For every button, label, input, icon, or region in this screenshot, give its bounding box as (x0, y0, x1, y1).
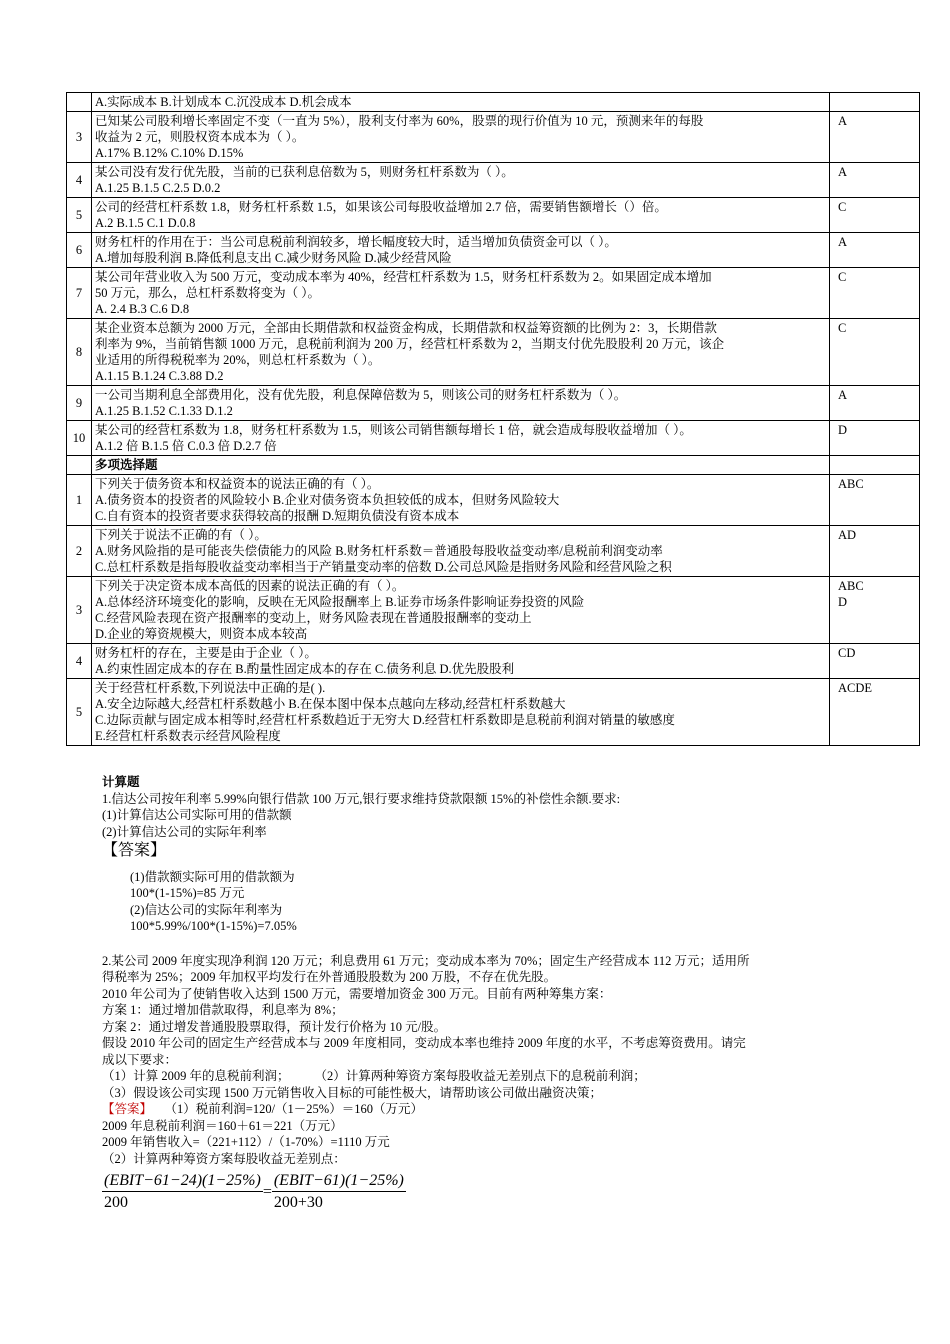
section-title: 多项选择题 (95, 458, 158, 472)
question-line: A.1.25 B.1.5 C.2.5 D.0.2 (95, 181, 221, 195)
question-line: A.增加每股利润 B.降低利息支出 C.减少财务风险 D.减少经营风险 (95, 251, 452, 265)
question-number: 3 (67, 112, 92, 163)
answer-cell: AD (830, 526, 920, 577)
table-row (67, 268, 920, 319)
question-line: 业适用的所得税税率为 20%，则总杠杆系数为（ ）。 (95, 353, 381, 367)
question-text (92, 112, 830, 163)
question-text (92, 475, 830, 526)
question-line: A. 2.4 B.3 C.6 D.8 (95, 302, 190, 316)
question-line: 50 万元，那么，总杠杆系数将变为（ ）。 (95, 286, 321, 300)
question-line: 公司的经营杠杆系数 1.8，财务杠杆系数 1.5，如果该公司每股收益增加 2.7 倍，需要销售额增长（）倍。 (95, 200, 667, 214)
question-number: 4 (67, 644, 92, 679)
question-line: E.经营杠杆系数表示经营风险程度 (95, 729, 281, 743)
question-2-line: 方案 2：通过增发普通股股票取得，预计发行价格为 10 元/股。 (102, 1019, 447, 1034)
question-number: 8 (67, 319, 92, 386)
question-text (92, 456, 830, 475)
formula-left-fraction (102, 1171, 263, 1214)
question-line: A.财务风险指的是可能丧失偿债能力的风险 B.财务杠杆系数＝普通股每股收益变动率/息税前利润变动率 (95, 544, 663, 558)
calculation-section (102, 774, 862, 1214)
question-text (92, 577, 830, 644)
question-2-line: 2010 年公司为了使销售收入达到 1500 万元，需要增加资金 300 万元。目前有两种筹集方案： (102, 986, 612, 1001)
question-line: 某公司没有发行优先股，当前的已获利息倍数为 5，则财务杠杆系数为（ ）。 (95, 165, 514, 179)
question-text (92, 421, 830, 456)
question-line: 一公司当期利息全部费用化，没有优先股，利息保障倍数为 5，则该公司的财务杠杆系数为（ ）。 (95, 388, 627, 402)
table-row (67, 421, 920, 456)
question-2-line: 2.某公司 2009 年度实现净利润 120 万元；利息费用 61 万元；变动成本率为 70%；固定生产经营成本 112 万元；适用所 (102, 953, 750, 968)
answer-cell: CD (830, 644, 920, 679)
question-2-line: 假设 2010 年公司的固定生产经营成本与 2009 年度相同，变动成本率也维持 2009 年度的水平，不考虑筹资费用。请完 (102, 1036, 746, 1050)
answer-cell (830, 93, 920, 112)
table-row (67, 198, 920, 233)
table-row (67, 319, 920, 386)
answer-1-line: 100*5.99%/100*(1-15%)=7.05% (130, 919, 297, 933)
question-line: A.实际成本 B.计划成本 C.沉没成本 D.机会成本 (95, 95, 352, 109)
question-text (92, 644, 830, 679)
question-line: 关于经营杠杆系数,下列说法中正确的是( ). (95, 681, 326, 695)
table-row (67, 526, 920, 577)
question-text (92, 526, 830, 577)
answer-cell: A (830, 112, 920, 163)
table-row (67, 644, 920, 679)
formula-right-fraction (272, 1171, 406, 1214)
question-text (92, 386, 830, 421)
question-1-line: (1)计算信达公司实际可用的借款额 (102, 808, 292, 822)
table-row (67, 93, 920, 112)
question-line: D.企业的筹资规模大，则资本成本较高 (95, 627, 308, 641)
question-text (92, 163, 830, 198)
table-row (67, 112, 920, 163)
question-line: A.2 B.1.5 C.1 D.0.8 (95, 216, 196, 230)
formula-equals: = (262, 1183, 272, 1201)
question-table-body (67, 93, 920, 746)
question-number: 10 (67, 421, 92, 456)
question-number: 9 (67, 386, 92, 421)
question-number: 5 (67, 679, 92, 746)
answer-cell: C (830, 268, 920, 319)
question-line: C.边际贡献与固定成本相等时,经营杠杆系数趋近于无穷大 D.经营杠杆系数即是息税前利润对销量的敏感度 (95, 713, 675, 727)
question-line: A.安全边际越大,经营杠杆系数越小 B.在保本图中保本点越向左移动,经营杠杆系数越大 (95, 697, 566, 711)
question-line: C.经营风险表现在资产报酬率的变动上，财务风险表现在普通股报酬率的变动上 (95, 611, 532, 625)
formula-right-denominator: 200+30 (273, 1194, 323, 1211)
question-number: 6 (67, 233, 92, 268)
answer-1-line: (2)信达公司的实际年利率为 (130, 902, 283, 917)
formula-left-numerator: (EBIT−61−24)(1−25%) (102, 1171, 263, 1192)
question-2-line: 成以下要求： (102, 1052, 178, 1067)
question-line: 财务杠杆的作用在于：当公司息税前利润较多，增长幅度较大时，适当增加负债资金可以（ ）。 (95, 235, 617, 249)
answer-1-text (102, 869, 862, 935)
question-line: A.1.2 倍 B.1.5 倍 C.0.3 倍 D.2.7 倍 (95, 439, 277, 453)
answer-2-first-line: 【答案】 （1）税前利润=120/（1－25%）＝160（万元） (102, 1102, 423, 1116)
question-table (66, 92, 920, 746)
question-line: A.1.25 B.1.52 C.1.33 D.1.2 (95, 404, 233, 418)
question-line: 收益为 2 元，则股权资本成本为（ ）。 (95, 130, 305, 144)
question-2-text (102, 953, 862, 1102)
formula-left-denominator: 200 (104, 1194, 128, 1211)
question-number: 5 (67, 198, 92, 233)
question-text (92, 319, 830, 386)
question-text (92, 233, 830, 268)
answer-2-line: （2）计算两种筹资方案每股收益无差别点： (102, 1151, 346, 1166)
question-1-text (102, 791, 862, 841)
question-number: 2 (67, 526, 92, 577)
question-text (92, 679, 830, 746)
answer-cell: A (830, 163, 920, 198)
question-line: 下列关于说法不正确的有（ ）。 (95, 528, 267, 542)
question-1-line: (2)计算信达公司的实际年利率 (102, 824, 267, 839)
question-line: 财务杠杆的存在，主要是由于企业（ ）。 (95, 646, 317, 660)
table-row (67, 475, 920, 526)
answer-cell: ACDE (830, 679, 920, 746)
formula-right-numerator: (EBIT−61)(1−25%) (272, 1171, 406, 1192)
table-row (67, 163, 920, 198)
question-number: 4 (67, 163, 92, 198)
indifference-formula (102, 1171, 862, 1214)
answer-2-line: 2009 年销售收入=（221+112）/（1-70%）=1110 万元 (102, 1135, 390, 1149)
answer-cell: C (830, 198, 920, 233)
answer-label: 【答案】 (102, 842, 167, 859)
answer-2-text (102, 1118, 862, 1168)
answer-1-line: 100*(1-15%)=85 万元 (130, 886, 245, 900)
question-2-line: （3）假设该公司实现 1500 万元销售收入目标的可能性极大，请帮助该公司做出融资决策； (102, 1085, 603, 1100)
answer-cell: C (830, 319, 920, 386)
question-line: A.总体经济环境变化的影响，反映在无风险报酬率上 B.证券市场条件影响证券投资的风险 (95, 595, 585, 609)
question-text (92, 268, 830, 319)
question-line: 某企业资本总额为 2000 万元，全部由长期借款和权益资金构成，长期借款和权益筹资额的比例为 2：3，长期借款 (95, 321, 717, 335)
question-line: A.债务资本的投资者的风险较小 B.企业对债务资本负担较低的成本，但财务风险较大 (95, 493, 560, 507)
answer-cell: D (830, 421, 920, 456)
question-2-line: 得税率为 25%；2009 年加权平均发行在外普通股股数为 200 万股，不存在优先股。 (102, 970, 557, 984)
answer-2-label: 【答案】 (102, 1102, 153, 1116)
answer-cell: A (830, 386, 920, 421)
question-line: A.约束性固定成本的存在 B.酌量性固定成本的存在 C.债务利息 D.优先股股利 (95, 662, 515, 676)
question-line: 利率为 9%，当前销售额 1000 万元，息税前利润为 200 万，经营杠杆系数为 2，当期支付优先股股利 20 万元，该企 (95, 337, 725, 351)
question-line: A.1.15 B.1.24 C.3.88 D.2 (95, 369, 224, 383)
table-row (67, 577, 920, 644)
question-line: C.总杠杆系数是指每股收益变动率相当于产销量变动率的倍数 D.公司总风险是指财务风险和经营风险之积 (95, 560, 672, 574)
question-line: 已知某公司股利增长率固定不变（一直为 5%），股利支付率为 60%，股票的现行价值为 10 元，预测来年的每股 (95, 114, 704, 128)
table-row (67, 456, 920, 475)
question-line: 下列关于决定资本成本高低的因素的说法正确的有（ ）。 (95, 579, 405, 593)
answer-1-line: (1)借款额实际可用的借款额为 (130, 869, 295, 884)
section-heading: 计算题 (102, 775, 140, 789)
question-line: 下列关于债务资本和权益资本的说法正确的有（ ）。 (95, 477, 380, 491)
question-number (67, 93, 92, 112)
table-row (67, 233, 920, 268)
question-1-line: 1.信达公司按年利率 5.99%向银行借款 100 万元,银行要求维持贷款限额 15%的补偿性余额.要求: (102, 791, 621, 806)
question-text (92, 198, 830, 233)
question-2-line: 方案 1：通过增加借款取得，利息率为 8%； (102, 1003, 344, 1017)
question-line: C.自有资本的投资者要求获得较高的报酬 D.短期负债没有资本成本 (95, 509, 460, 523)
question-number: 7 (67, 268, 92, 319)
table-row (67, 386, 920, 421)
question-line: 某公司年营业收入为 500 万元，变动成本率为 40%，经营杠杆系数为 1.5，财务杠杆系数为 2。如果固定成本增加 (95, 270, 712, 284)
answer-cell (830, 456, 920, 475)
question-line: 某公司的经营杠系数为 1.8，财务杠杆系数为 1.5，则该公司销售额每增长 1 倍，就会造成每股收益增加（ ）。 (95, 423, 692, 437)
question-2-line: （1）计算 2009 年的息税前利润； （2）计算两种筹资方案每股收益无差别点下的息税前利润； (102, 1069, 646, 1083)
question-line: A.17% B.12% C.10% D.15% (95, 146, 244, 160)
table-row (67, 679, 920, 746)
question-text (92, 93, 830, 112)
question-number (67, 456, 92, 475)
question-number: 3 (67, 577, 92, 644)
question-number: 1 (67, 475, 92, 526)
answer-2-line: 2009 年息税前利润＝160＋61＝221（万元） (102, 1118, 343, 1133)
answer-cell: A (830, 233, 920, 268)
answer-cell: ABC D (830, 577, 920, 644)
answer-cell: ABC (830, 475, 920, 526)
